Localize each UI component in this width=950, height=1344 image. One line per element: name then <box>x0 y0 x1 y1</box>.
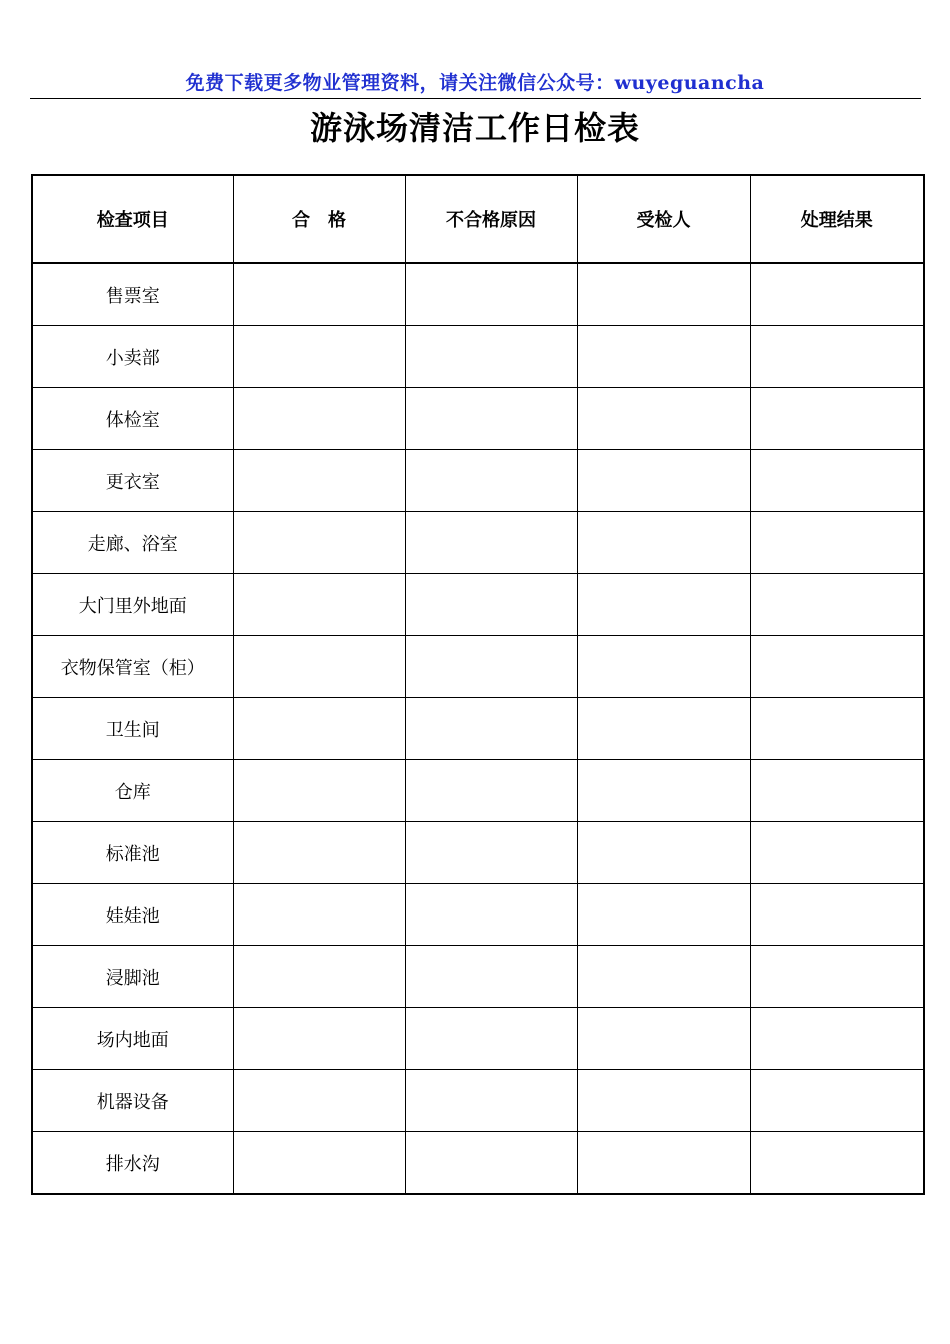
inspection-item-cell: 小卖部 <box>32 326 233 388</box>
handling-result-cell[interactable] <box>750 698 924 760</box>
handling-result-cell[interactable] <box>750 636 924 698</box>
handling-result-cell[interactable] <box>750 822 924 884</box>
table-row <box>32 1008 924 1070</box>
inspectee-cell[interactable] <box>577 1132 750 1195</box>
inspectee-cell[interactable] <box>577 326 750 388</box>
inspection-item-cell: 更衣室 <box>32 450 233 512</box>
qualified-cell[interactable] <box>233 760 405 822</box>
qualified-cell[interactable] <box>233 884 405 946</box>
inspectee-cell[interactable] <box>577 1008 750 1070</box>
failure-reason-cell[interactable] <box>405 760 577 822</box>
handling-result-cell[interactable] <box>750 1132 924 1195</box>
handling-result-cell[interactable] <box>750 946 924 1008</box>
inspection-item-cell: 浸脚池 <box>32 946 233 1008</box>
column-header-handling-result: 处理结果 <box>750 175 924 263</box>
inspection-item-cell: 标准池 <box>32 822 233 884</box>
qualified-cell[interactable] <box>233 946 405 1008</box>
inspection-item-cell: 走廊、浴室 <box>32 512 233 574</box>
table-row <box>32 574 924 636</box>
column-header-qualified: 合 格 <box>233 175 405 263</box>
failure-reason-cell[interactable] <box>405 636 577 698</box>
handling-result-cell[interactable] <box>750 263 924 326</box>
qualified-cell[interactable] <box>233 698 405 760</box>
handling-result-cell[interactable] <box>750 884 924 946</box>
inspection-table <box>31 174 925 1195</box>
qualified-cell[interactable] <box>233 1008 405 1070</box>
qualified-cell[interactable] <box>233 822 405 884</box>
column-header-inspection-item: 检查项目 <box>32 175 233 263</box>
qualified-cell[interactable] <box>233 263 405 326</box>
failure-reason-cell[interactable] <box>405 574 577 636</box>
qualified-cell[interactable] <box>233 388 405 450</box>
inspectee-cell[interactable] <box>577 1070 750 1132</box>
failure-reason-cell[interactable] <box>405 326 577 388</box>
inspectee-cell[interactable] <box>577 574 750 636</box>
qualified-cell[interactable] <box>233 1070 405 1132</box>
failure-reason-cell[interactable] <box>405 1132 577 1195</box>
inspectee-cell[interactable] <box>577 263 750 326</box>
failure-reason-cell[interactable] <box>405 1070 577 1132</box>
inspection-item-cell: 机器设备 <box>32 1070 233 1132</box>
handling-result-cell[interactable] <box>750 388 924 450</box>
inspection-item-cell: 售票室 <box>32 263 233 326</box>
handling-result-cell[interactable] <box>750 574 924 636</box>
failure-reason-cell[interactable] <box>405 884 577 946</box>
handling-result-cell[interactable] <box>750 1070 924 1132</box>
document-title: 游泳场清洁工作日检表 <box>309 109 640 147</box>
inspectee-cell[interactable] <box>577 698 750 760</box>
handling-result-cell[interactable] <box>750 512 924 574</box>
inspectee-cell[interactable] <box>577 388 750 450</box>
table-row <box>32 760 924 822</box>
table-row <box>32 512 924 574</box>
table-row <box>32 884 924 946</box>
failure-reason-cell[interactable] <box>405 822 577 884</box>
failure-reason-cell[interactable] <box>405 450 577 512</box>
column-header-inspectee: 受检人 <box>577 175 750 263</box>
column-header-failure-reason: 不合格原因 <box>405 175 577 263</box>
inspection-item-cell: 大门里外地面 <box>32 574 233 636</box>
inspectee-cell[interactable] <box>577 822 750 884</box>
table-row <box>32 263 924 326</box>
inspection-item-cell: 场内地面 <box>32 1008 233 1070</box>
inspectee-cell[interactable] <box>577 760 750 822</box>
table-body <box>32 263 924 1194</box>
failure-reason-cell[interactable] <box>405 698 577 760</box>
header-banner: 免费下载更多物业管理资料，请关注微信公众号：wuyeguancha <box>185 72 765 94</box>
handling-result-cell[interactable] <box>750 450 924 512</box>
qualified-cell[interactable] <box>233 636 405 698</box>
table-row <box>32 388 924 450</box>
table-row <box>32 1132 924 1195</box>
inspectee-cell[interactable] <box>577 946 750 1008</box>
table-row <box>32 326 924 388</box>
table-row <box>32 636 924 698</box>
inspection-item-cell: 卫生间 <box>32 698 233 760</box>
inspection-item-cell: 仓库 <box>32 760 233 822</box>
failure-reason-cell[interactable] <box>405 512 577 574</box>
handling-result-cell[interactable] <box>750 326 924 388</box>
qualified-cell[interactable] <box>233 512 405 574</box>
inspection-item-cell: 娃娃池 <box>32 884 233 946</box>
inspectee-cell[interactable] <box>577 636 750 698</box>
failure-reason-cell[interactable] <box>405 263 577 326</box>
table-row <box>32 946 924 1008</box>
inspectee-cell[interactable] <box>577 450 750 512</box>
inspectee-cell[interactable] <box>577 512 750 574</box>
qualified-cell[interactable] <box>233 574 405 636</box>
table-row <box>32 822 924 884</box>
inspection-item-cell: 体检室 <box>32 388 233 450</box>
qualified-cell[interactable] <box>233 450 405 512</box>
inspection-item-cell: 排水沟 <box>32 1132 233 1195</box>
qualified-cell[interactable] <box>233 1132 405 1195</box>
table-row <box>32 698 924 760</box>
failure-reason-cell[interactable] <box>405 946 577 1008</box>
inspectee-cell[interactable] <box>577 884 750 946</box>
table-row <box>32 450 924 512</box>
handling-result-cell[interactable] <box>750 760 924 822</box>
failure-reason-cell[interactable] <box>405 1008 577 1070</box>
handling-result-cell[interactable] <box>750 1008 924 1070</box>
qualified-cell[interactable] <box>233 326 405 388</box>
table-header-row <box>32 175 924 263</box>
inspection-item-cell: 衣物保管室（柜） <box>32 636 233 698</box>
failure-reason-cell[interactable] <box>405 388 577 450</box>
table-row <box>32 1070 924 1132</box>
header-divider <box>30 98 921 99</box>
